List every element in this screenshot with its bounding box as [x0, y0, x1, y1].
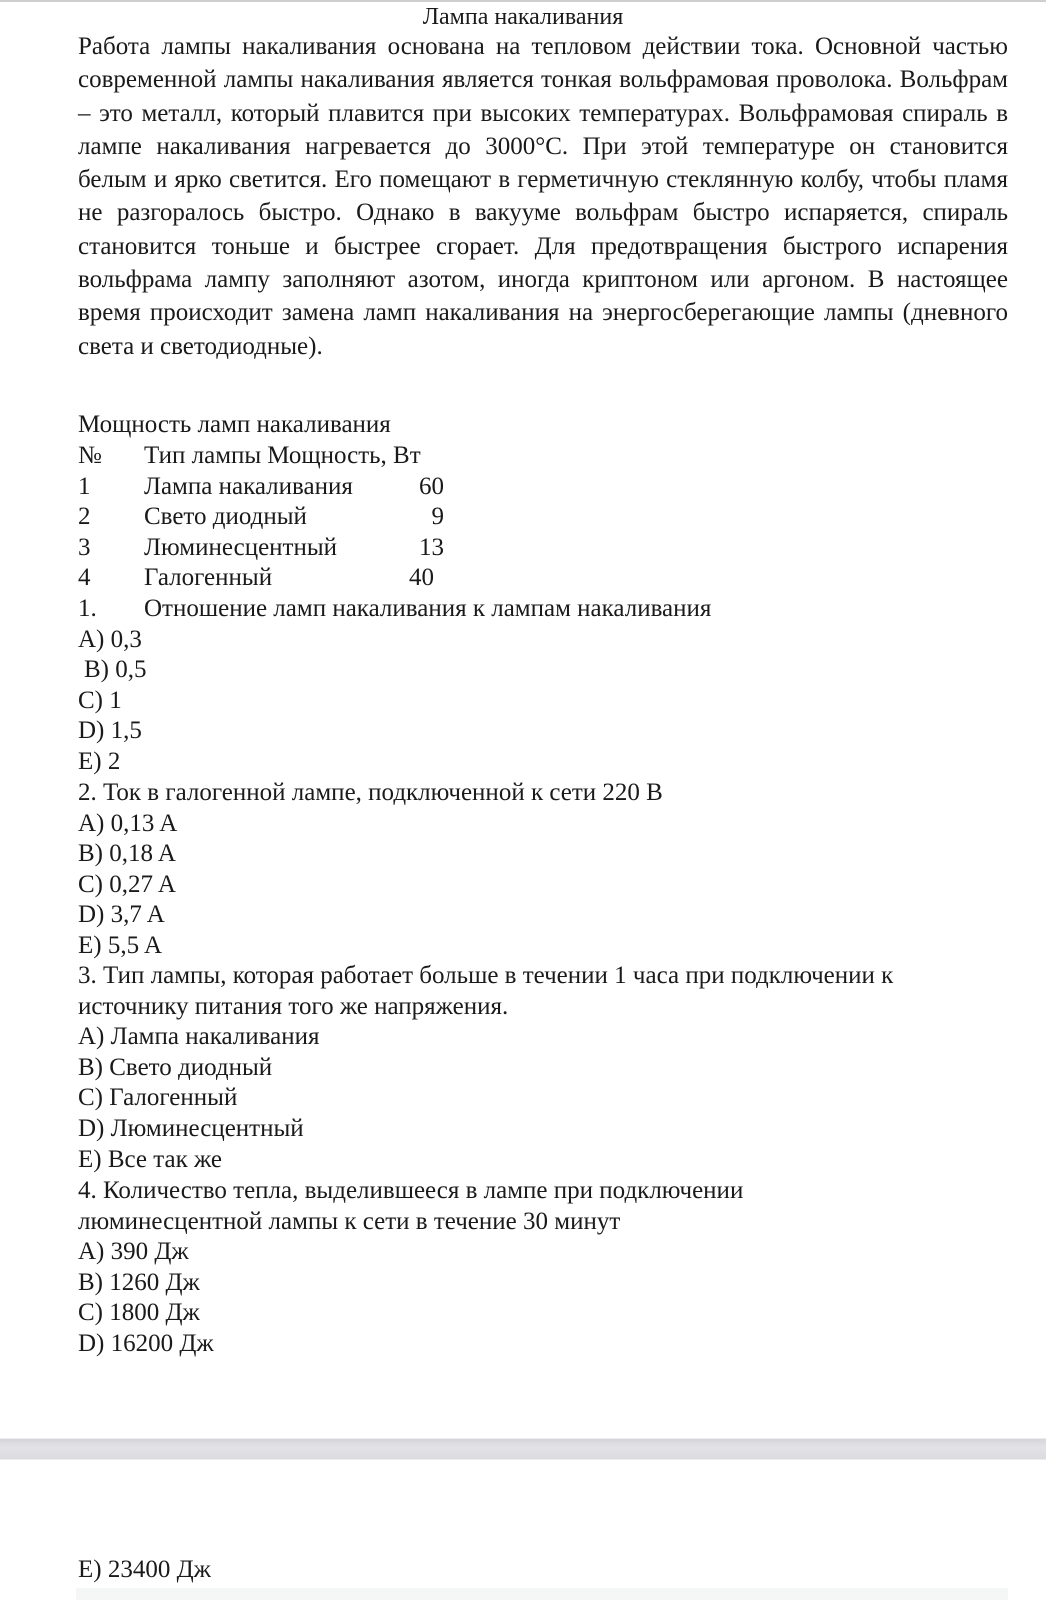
row-power: 9 — [431, 503, 444, 531]
question-1-option-d: D) 1,5 — [78, 717, 142, 745]
row-power: 13 — [419, 533, 444, 561]
header-power: Мощность, Вт — [267, 442, 421, 469]
question-2-option-d: D) 3,7 A — [78, 901, 165, 929]
question-2-text: 2. Ток в галогенной лампе, подключенной к сети 220 В — [78, 779, 663, 806]
page-2-content-area — [76, 1588, 1008, 1600]
question-4-option-b: B) 1260 Дж — [78, 1268, 200, 1296]
question-3 — [78, 961, 978, 1175]
table-row — [78, 563, 444, 594]
question-2 — [78, 778, 1008, 962]
question-2-option-b: B) 0,18 A — [78, 840, 176, 868]
intro-paragraph: Работа лампы накаливания основана на тепловом действии тока. Основной частью современной лампы накаливания является тонкая вольфрамовая проволока. Вольфрам – это металл, который плавится при высоких температурах. Вольфрамовая спираль в лампе накаливания нагревается до 3000°С. При этой температуре он становится белым и ярко светится. Его помещают в герметичную стеклянную колбу, чтобы пламя не разгоралось быстро. Однако в вакууме вольфрам быстро испаряется, спираль становится тоньше и быстрее сгорает. Для предотвращения быстрого испарения вольфрама лампу заполняют азотом, иногда криптоном или аргоном. В настоящее время происходит замена ламп накаливания на энергосберегающие лампы (дневного света и светодиодные). — [78, 33, 1008, 360]
question-4-text: 4. Количество тепла, выделившееся в лампе при подключении люминесцентной лампы к сети в течение 30 минут — [78, 1177, 744, 1235]
question-2-option-a: A) 0,13 A — [78, 809, 178, 837]
question-1-option-b: B) 0,5 — [84, 656, 147, 684]
row-number: 1 — [78, 472, 91, 500]
question-1 — [78, 594, 1008, 778]
table-header-row — [78, 441, 444, 472]
row-power: 40 — [409, 564, 434, 592]
header-number: № — [78, 442, 102, 469]
row-number: 2 — [78, 503, 91, 531]
question-3-option-a: A) Лампа накаливания — [78, 1023, 320, 1051]
question-2-option-e: E) 5,5 A — [78, 931, 163, 959]
row-type: Лампа накаливания — [144, 472, 353, 500]
row-type: Галогенный — [144, 564, 273, 592]
question-3-option-d: D) Люминесцентный — [78, 1114, 304, 1142]
question-4-option-c: C) 1800 Дж — [78, 1299, 200, 1327]
header-type: Тип лампы — [144, 442, 262, 469]
question-3-option-b: B) Свето диодный — [78, 1053, 273, 1081]
document-title: Лампа накаливания — [422, 4, 624, 30]
question-1-option-e: E) 2 — [78, 747, 121, 775]
table-row — [78, 472, 444, 503]
row-type: Свето диодный — [144, 503, 307, 531]
question-4 — [78, 1176, 808, 1360]
table-title: Мощность ламп накаливания — [78, 411, 391, 438]
question-1-option-c: C) 1 — [78, 686, 122, 714]
question-2-option-c: C) 0,27 A — [78, 870, 176, 898]
question-3-option-c: C) Галогенный — [78, 1084, 238, 1112]
power-table — [78, 441, 444, 594]
question-3-option-e: E) Все так же — [78, 1145, 223, 1173]
table-row — [78, 533, 444, 564]
question-4-option-a: A) 390 Дж — [78, 1238, 189, 1266]
table-row — [78, 502, 444, 533]
page-break-divider — [0, 1438, 1046, 1460]
row-power: 60 — [419, 472, 444, 500]
question-4-option-e: E) 23400 Дж — [78, 1556, 211, 1583]
question-1-label: Отношение ламп накаливания к лампам накаливания — [144, 595, 712, 622]
question-3-text: 3. Тип лампы, которая работает больше в течении 1 часа при подключении к источнику питания того же напряжения. — [78, 962, 894, 1020]
question-1-number: 1. — [78, 595, 97, 622]
question-4-option-d: D) 16200 Дж — [78, 1329, 214, 1357]
row-type: Люминесцентный — [144, 533, 338, 561]
row-number: 4 — [78, 564, 91, 592]
row-number: 3 — [78, 533, 91, 561]
question-1-text — [78, 594, 1008, 625]
question-1-option-a: A) 0,3 — [78, 625, 142, 653]
